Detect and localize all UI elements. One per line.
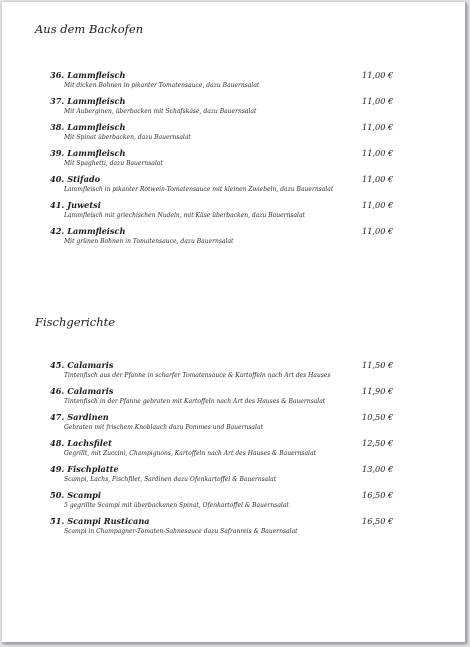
item-name: Lammfleisch (67, 70, 126, 80)
item-price: 11,90 € (362, 386, 394, 396)
item-number: 47. (50, 412, 65, 422)
item-heading (50, 200, 101, 210)
menu-page (2, 2, 466, 643)
menu-item (2, 412, 465, 437)
item-price: 11,00 € (362, 70, 394, 80)
item-heading (50, 490, 101, 500)
item-heading (50, 148, 125, 158)
menu-item (2, 360, 465, 385)
item-description: Mit Spinat überbacken, dazu Bauernsalat (64, 134, 191, 141)
item-number: 50. (50, 490, 65, 500)
item-price: 11,00 € (362, 96, 394, 106)
menu-item (2, 438, 465, 463)
item-name: Lammfleisch (67, 226, 126, 236)
item-price: 12,50 € (362, 438, 394, 448)
menu-item (2, 464, 465, 489)
item-heading (50, 412, 109, 422)
menu-item (2, 122, 465, 147)
item-number: 49. (50, 464, 65, 474)
item-name: Lammfleisch (67, 96, 126, 106)
menu-item (2, 96, 465, 121)
item-number: 45. (50, 360, 65, 370)
item-description: Scampi, Lachs, Fischfilet, Sardinen dazu Ofenkartoffel & Bauernsalat (64, 476, 277, 483)
item-description: Scampi in Champagner-Tomaten-Sahnesauce dazu Safranreis & Bauernsalat (64, 528, 298, 535)
menu-item (2, 516, 465, 541)
item-number: 36. (50, 70, 65, 80)
item-name: Scampi (67, 490, 101, 500)
menu-item (2, 200, 465, 225)
item-number: 41. (50, 200, 65, 210)
item-heading (50, 70, 125, 80)
item-description: Tintenfisch in der Pfanne gebraten mit Kartoffeln nach Art des Hauses & Bauernsalat (64, 398, 326, 405)
item-heading (50, 386, 114, 396)
item-number: 37. (50, 96, 65, 106)
item-heading (50, 464, 119, 474)
menu-item (2, 148, 465, 173)
item-price: 13,00 € (362, 464, 394, 474)
item-description: Gebraten mit frischem Knoblauch dazu Pommes und Bauernsalat (64, 424, 263, 431)
item-name: Sardinen (67, 412, 109, 422)
item-name: Calamaris (67, 386, 114, 396)
item-price: 11,00 € (362, 226, 394, 236)
item-name: Lammfleisch (67, 122, 126, 132)
item-description: Mit grünen Bohnen in Tomatensauce, dazu Bauernsalat (64, 238, 234, 245)
item-heading (50, 438, 112, 448)
item-description: Tintenfisch aus der Pfanne in scharfer Tomatensauce & Kartoffeln nach Art des Hauses (64, 372, 331, 379)
menu-item (2, 226, 465, 251)
item-price: 11,50 € (362, 360, 394, 370)
item-heading (50, 516, 150, 526)
item-description: Mit Auberginen, überbacken mit Schafskäse, dazu Bauernsalat (64, 108, 257, 115)
item-name: Lammfleisch (67, 148, 126, 158)
item-price: 16,50 € (362, 490, 394, 500)
item-number: 39. (50, 148, 65, 158)
item-name: Calamaris (67, 360, 114, 370)
item-number: 48. (50, 438, 65, 448)
item-description: Gegrillt, mit Zuccini, Champignons, Kartoffeln nach Art des Hauses & Bauernsalat (64, 450, 316, 457)
item-heading (50, 174, 100, 184)
item-price: 11,00 € (362, 200, 394, 210)
item-description: Lammfleisch mit griechischen Nudeln, mit Käse überbacken, dazu Bauernsalat (64, 212, 305, 219)
item-number: 38. (50, 122, 65, 132)
item-price: 11,00 € (362, 148, 394, 158)
menu-item (2, 490, 465, 515)
item-name: Stifado (67, 174, 101, 184)
item-description: Lammfleisch in pikanter Rotwein-Tomatensauce mit kleinen Zwiebeln, dazu Bauernsalat (64, 186, 334, 193)
menu-item (2, 386, 465, 411)
item-number: 46. (50, 386, 65, 396)
item-heading (50, 122, 125, 132)
item-heading (50, 96, 125, 106)
item-description: Mit Spaghetti, dazu Bauernsalat (64, 160, 163, 167)
item-number: 40. (50, 174, 65, 184)
item-number: 42. (50, 226, 65, 236)
item-description: 5 gegrillte Scampi mit überbackenen Spinat, Ofenkartoffel & Bauernsalat (64, 502, 289, 509)
item-heading (50, 226, 125, 236)
item-price: 16,50 € (362, 516, 394, 526)
section-title-fischgerichte: Fischgerichte (35, 315, 116, 329)
item-description: Mit dicken Bohnen in pikanter Tomatensauce, dazu Bauernsalat (64, 82, 260, 89)
section-title-backofen: Aus dem Backofen (35, 22, 144, 36)
item-name: Juwetsi (67, 200, 101, 210)
item-heading (50, 360, 114, 370)
item-name: Lachsfilet (67, 438, 112, 448)
item-price: 11,00 € (362, 122, 394, 132)
item-price: 11,00 € (362, 174, 394, 184)
item-price: 10,50 € (362, 412, 394, 422)
menu-item (2, 174, 465, 199)
item-name: Scampi Rusticana (67, 516, 150, 526)
menu-item (2, 70, 465, 95)
item-number: 51. (50, 516, 65, 526)
item-name: Fischplatte (67, 464, 119, 474)
